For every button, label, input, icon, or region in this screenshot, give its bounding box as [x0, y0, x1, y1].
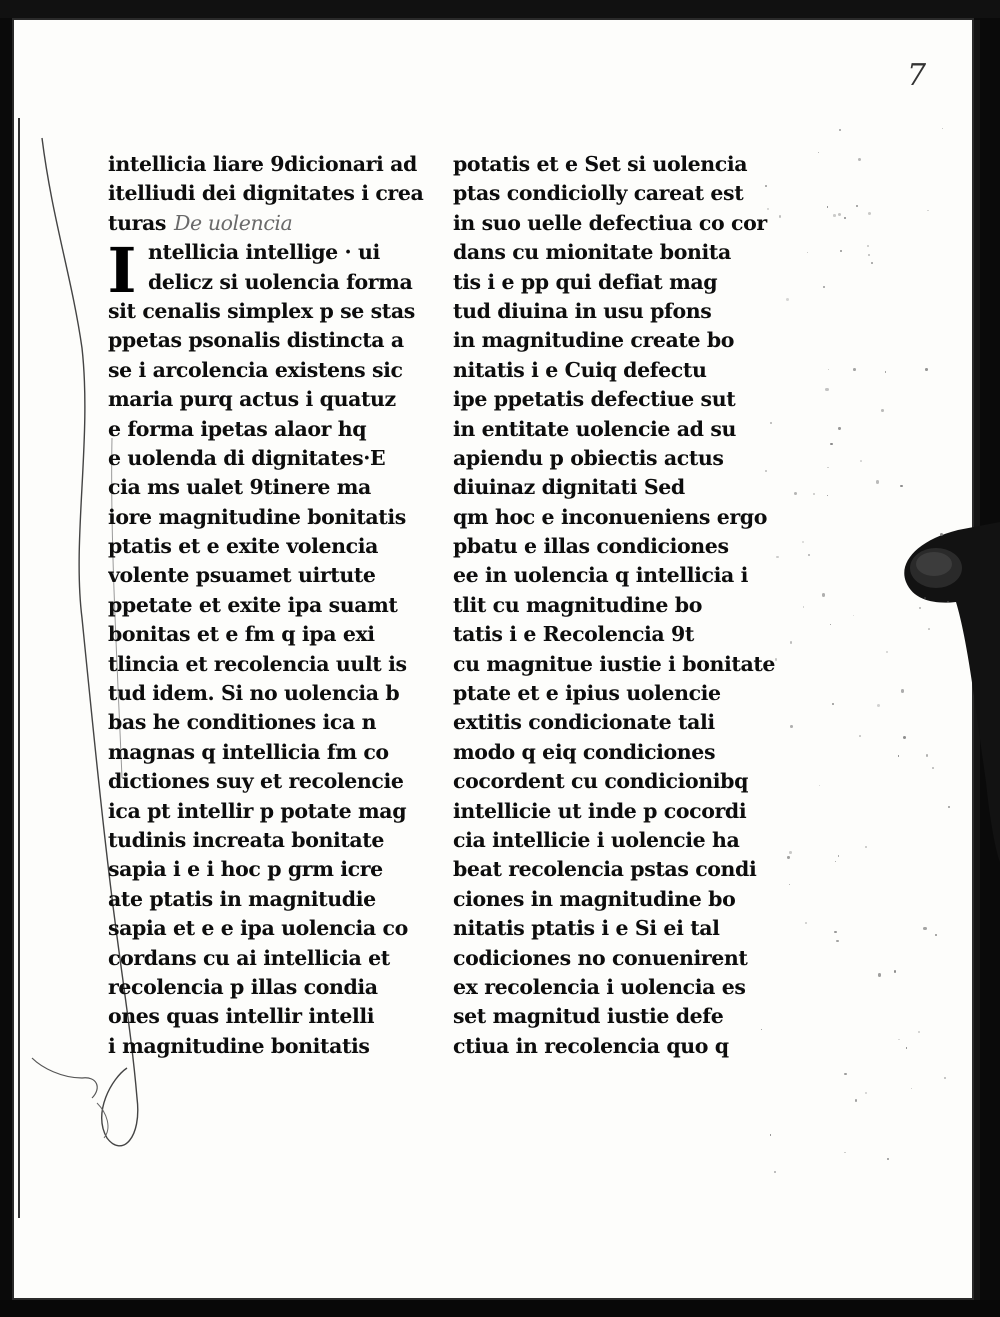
manuscript-line: delicz si uolencia forma: [148, 269, 413, 294]
manuscript-line: beat recolencia pstas condi: [453, 857, 757, 882]
paper-speckle: [865, 846, 867, 848]
paper-speckle: [894, 970, 896, 972]
decorated-initial: I: [107, 234, 137, 307]
paper-speckle: [838, 427, 840, 429]
scan-bottom-edge: [0, 1300, 1000, 1317]
manuscript-line: cordans cu ai intellicia et: [108, 945, 390, 970]
manuscript-line: iore magnitudine bonitatis: [108, 504, 406, 529]
manuscript-line: ptas condiciolly careat est: [453, 181, 744, 206]
paper-speckle: [844, 1073, 846, 1075]
paper-speckle: [927, 210, 928, 211]
manuscript-line: i magnitudine bonitatis: [108, 1033, 370, 1058]
paper-speckle: [867, 245, 869, 247]
paper-speckle: [776, 556, 779, 559]
manuscript-line: e uolenda di dignitates·E: [108, 445, 386, 470]
paper-speckle: [805, 922, 807, 924]
manuscript-line: tud idem. Si no uolencia b: [108, 681, 400, 706]
paper-speckle: [807, 252, 808, 253]
manuscript-line: sapia i e i hoc p grm icre: [108, 857, 383, 882]
manuscript-line: sapia et e e ipa uolencia co: [108, 916, 408, 941]
paper-speckle: [770, 1134, 771, 1135]
paper-speckle: [878, 973, 881, 976]
manuscript-line: in entitate uolencie ad su: [453, 416, 736, 441]
paper-speckle: [832, 703, 834, 705]
manuscript-line: diuinaz dignitati Sed: [453, 475, 685, 500]
holding-thumb: [898, 522, 1000, 862]
paper-speckle: [871, 262, 873, 264]
manuscript-line: maria purq actus i quatuz: [108, 387, 396, 412]
paper-speckle: [924, 597, 926, 599]
paper-speckle: [903, 736, 906, 739]
paper-speckle: [794, 492, 797, 495]
paper-speckle: [928, 628, 930, 630]
right-text-column: [453, 150, 783, 1061]
manuscript-line: ntellicia intellige · ui: [148, 240, 380, 265]
manuscript-line: nitatis ptatis i e Si ei tal: [453, 916, 720, 941]
manuscript-line: recolencia p illas condia: [108, 974, 378, 999]
paper-speckle: [926, 754, 928, 756]
paper-speckle: [876, 480, 879, 483]
paper-speckle: [860, 460, 862, 462]
rubric-heading: De uolencia: [174, 210, 293, 235]
manuscript-line: tlit cu magnitudine bo: [453, 592, 702, 617]
manuscript-line: cia ms ualet 9tinere ma: [108, 475, 371, 500]
paper-speckle: [803, 606, 804, 607]
manuscript-line: cocordent cu condicionibq: [453, 769, 749, 794]
paper-speckle: [822, 593, 825, 596]
left-text-column: [108, 150, 438, 1061]
manuscript-line: intellicia liare 9dicionari ad: [108, 152, 417, 176]
manuscript-line: in suo uelle defectiua co cor: [453, 210, 767, 235]
paper-speckle: [944, 1077, 946, 1079]
paper-speckle: [786, 298, 789, 301]
scan-top-edge: [0, 0, 1000, 18]
manuscript-line: ica pt intellir p potate mag: [108, 798, 407, 823]
paper-speckle: [790, 725, 793, 728]
paper-speckle: [827, 495, 828, 496]
manuscript-line: tudinis increata bonitate: [108, 827, 385, 852]
paper-speckle: [836, 940, 839, 943]
manuscript-line: ones quas intellir intelli: [108, 1004, 375, 1029]
manuscript-line: ciones in magnitudine bo: [453, 886, 736, 911]
manuscript-line: turas De uolencia: [108, 210, 293, 235]
manuscript-line: se i arcolencia existens sic: [108, 357, 403, 382]
manuscript-line: tatis i e Recolencia 9t: [453, 622, 694, 647]
paper-speckle: [947, 601, 948, 602]
manuscript-line: sit cenalis simplex p se stas: [108, 298, 415, 323]
manuscript-line: extitis condicionate tali: [453, 710, 715, 735]
manuscript-line: intellicie ut inde p cocordi: [453, 798, 747, 823]
paper-speckle: [767, 208, 768, 209]
manuscript-line: set magnitud iustie defe: [453, 1004, 724, 1029]
manuscript-line: apiendu p obiectis actus: [453, 445, 724, 470]
paper-speckle: [765, 470, 767, 472]
manuscript-line: potatis et e Set si uolencia: [453, 152, 748, 176]
manuscript-line: bonitas et e fm q ipa exi: [108, 622, 375, 647]
manuscript-line: qm hoc e inconueniens ergo: [453, 504, 768, 529]
manuscript-line: ipe ppetatis defectiue sut: [453, 387, 736, 412]
manuscript-line: pbatu e illas condiciones: [453, 534, 729, 559]
paper-speckle: [789, 851, 792, 854]
paper-speckle: [833, 214, 836, 217]
paper-speckle: [900, 485, 902, 487]
paper-speckle: [925, 368, 928, 371]
manuscript-line: cu magnitue iustie i bonitate: [453, 651, 776, 676]
paper-speckle: [886, 651, 888, 653]
paper-speckle: [898, 755, 899, 756]
manuscript-line: ptatis et e exite volencia: [108, 534, 379, 559]
paper-speckle: [787, 856, 789, 858]
manuscript-line: tis i e pp qui defiat mag: [453, 269, 718, 294]
paper-speckle: [877, 704, 880, 707]
paper-speckle: [901, 689, 904, 692]
manuscript-line: e forma ipetas alaor hq: [108, 416, 367, 441]
manuscript-line: modo q eiq condiciones: [453, 739, 716, 764]
manuscript-line: dictiones suy et recolencie: [108, 769, 404, 794]
manuscript-line: volente psuamet uirtute: [108, 563, 376, 588]
manuscript-line: ee in uolencia q intellicia i: [453, 563, 748, 588]
manuscript-line: bas he conditiones ica n: [108, 710, 377, 735]
manuscript-line: codiciones no conuenirent: [453, 945, 748, 970]
manuscript-line: ctiua in recolencia quo q: [453, 1033, 729, 1058]
manuscript-line: dans cu mionitate bonita: [453, 240, 731, 265]
paper-speckle: [828, 369, 829, 370]
manuscript-line: magnas q intellicia fm co: [108, 739, 389, 764]
manuscript-line: nitatis i e Cuiq defectu: [453, 357, 707, 382]
folio-number: 7: [907, 58, 927, 93]
manuscript-line: ppetate et exite ipa suamt: [108, 592, 398, 617]
manuscript-line: tud diuina in usu pfons: [453, 298, 712, 323]
manuscript-line: cia intellicie i uolencie ha: [453, 827, 740, 852]
manuscript-line: ex recolencia i uolencia es: [453, 974, 746, 999]
paper-speckle: [790, 641, 792, 643]
paper-speckle: [825, 388, 828, 391]
manuscript-line: ppetas psonalis distincta a: [108, 328, 404, 353]
manuscript-line: ate ptatis in magnitudie: [108, 886, 376, 911]
paper-speckle: [859, 735, 861, 737]
manuscript-line: tlincia et recolencia uult is: [108, 651, 407, 676]
manuscript-line: ptate et e ipius uolencie: [453, 681, 721, 706]
paper-speckle: [819, 785, 820, 786]
manuscript-line: itelliudi dei dignitates i crea: [108, 181, 424, 206]
manuscript-line: in magnitudine create bo: [453, 328, 735, 353]
